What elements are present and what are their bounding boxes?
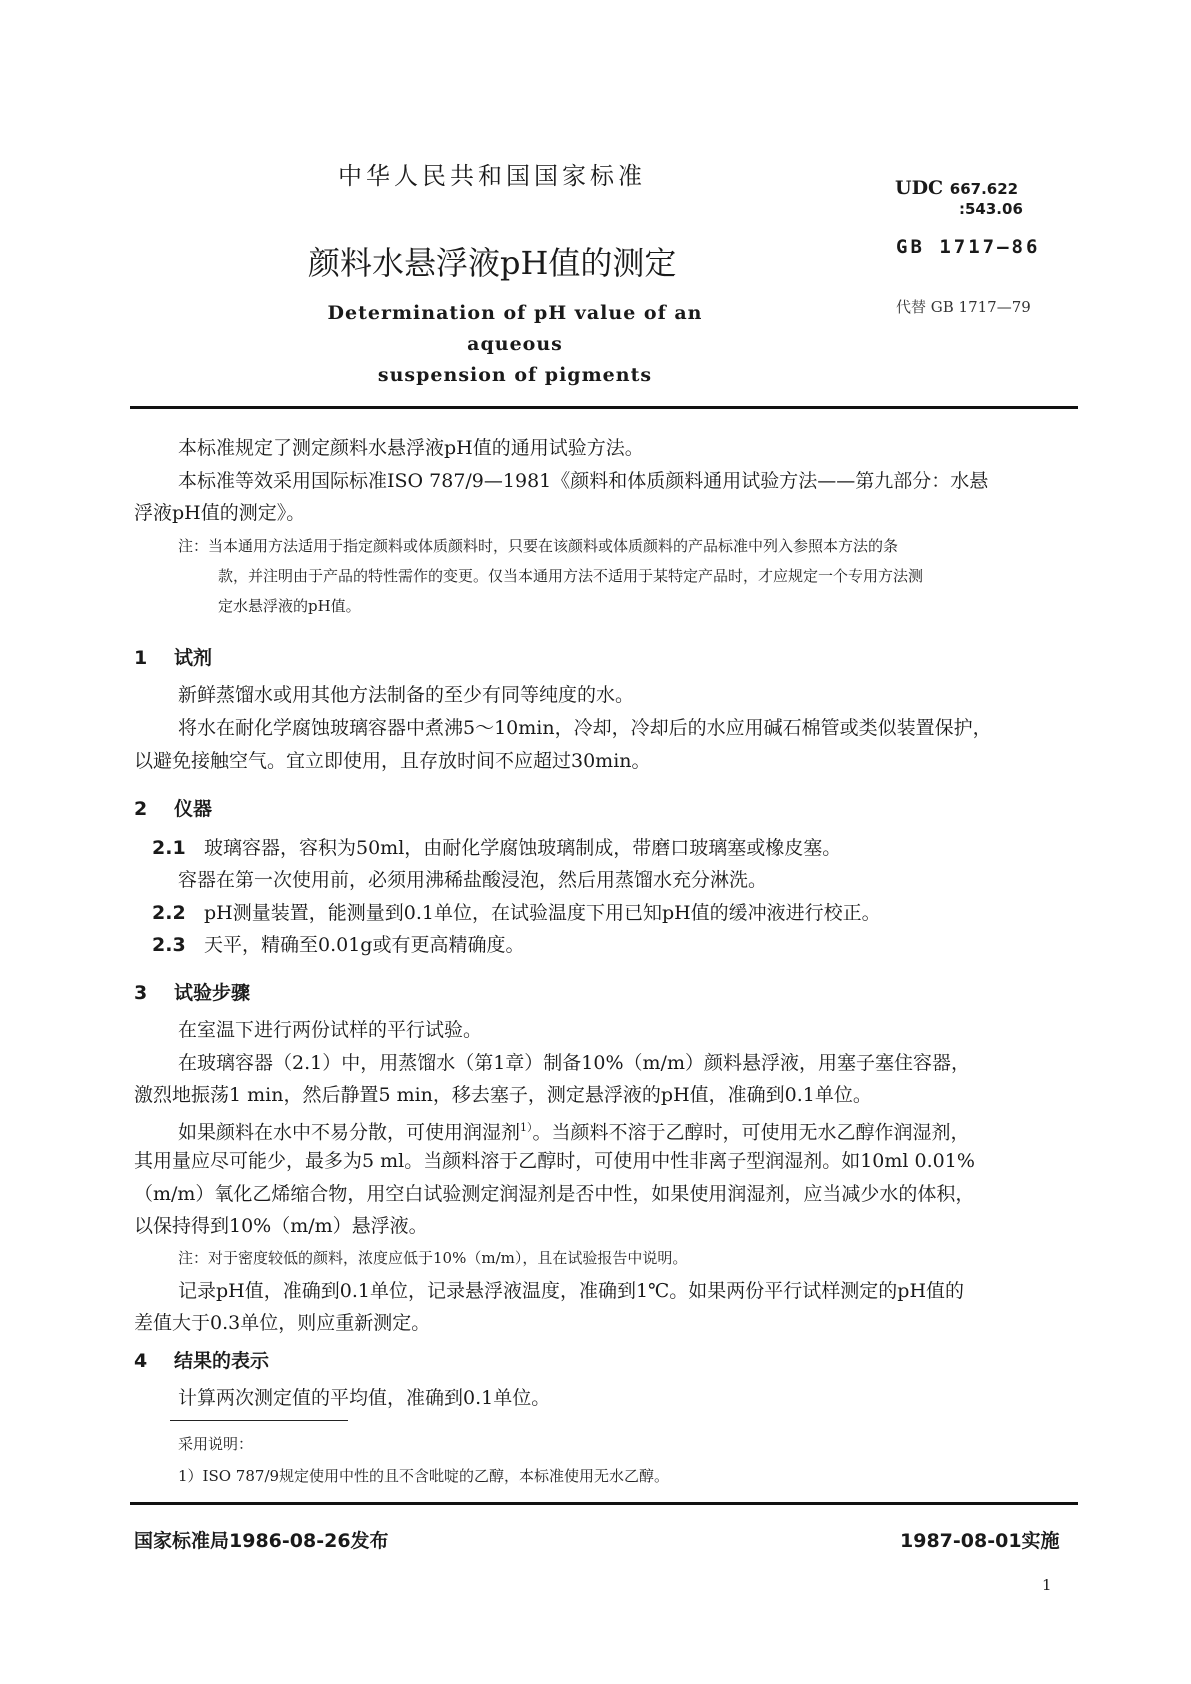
- section-1-title: 试剂: [174, 647, 213, 669]
- intro-note-line-2: 款，并注明由于产品的特性需作的变更。仅当本通用方法不适用于某特定产品时，才应规定一个专用方法测: [218, 567, 924, 585]
- section-3-heading: [134, 978, 250, 1005]
- standard-category-title: 中华人民共和国国家标准: [338, 162, 646, 190]
- effective-date: 1987-08-01实施: [900, 1530, 1060, 1552]
- section-4-title: 结果的表示: [174, 1350, 270, 1372]
- issue-date: 国家标准局1986-08-26发布: [134, 1530, 389, 1552]
- udc-code-1: 667.622: [949, 180, 1019, 198]
- page-number: 1: [1042, 1576, 1052, 1594]
- english-title-line-2: suspension of pigments: [377, 364, 653, 386]
- intro-paragraph-2-line-1: 本标准等效采用国际标准ISO 787/9—1981《颜料和体质颜料通用试验方法——第九部分：水悬: [178, 470, 989, 492]
- section-2-item-1: [152, 832, 841, 864]
- section-3-paragraph-2-line-2: 激烈地振荡1 min，然后静置5 min，移去塞子，测定悬浮液的pH值，准确到0.1单位。: [134, 1084, 872, 1106]
- item-text: pH测量装置，能测量到0.1单位，在试验温度下用已知pH值的缓冲液进行校正。: [204, 902, 881, 924]
- section-2-heading: [134, 794, 212, 821]
- section-2-title: 仪器: [174, 798, 213, 820]
- section-2-item-2: [152, 897, 881, 929]
- section-3-note: 注：对于密度较低的颜料，浓度应低于10%（m/m），且在试验报告中说明。: [178, 1249, 688, 1267]
- section-3-paragraph-3-line-4: 以保持得到10%（m/m）悬浮液。: [134, 1215, 428, 1237]
- section-3-paragraph-3-line-2: 其用量应尽可能少，最多为5 ml。当颜料溶于乙醇时，可使用中性非离子型润湿剂。如10ml 0.01%: [134, 1150, 975, 1172]
- section-3-paragraph-4-line-1: 记录pH值，准确到0.1单位，记录悬浮液温度，准确到1℃。如果两份平行试样测定的pH值的: [178, 1280, 965, 1302]
- section-3-paragraph-4-line-2: 差值大于0.3单位，则应重新测定。: [134, 1312, 431, 1334]
- intro-note-line-1: 注：当本通用方法适用于指定颜料或体质颜料时，只要在该颜料或体质颜料的产品标准中列入参照本方法的条: [178, 537, 899, 555]
- main-title: 颜料水悬浮液pH值的测定: [308, 244, 677, 282]
- udc-block: [895, 178, 1023, 219]
- footnote-text: 1）ISO 787/9规定使用中性的且不含吡啶的乙醇，本标准使用无水乙醇。: [178, 1467, 670, 1485]
- udc-label: UDC: [895, 177, 944, 199]
- header-divider: [130, 406, 1078, 409]
- udc-code-2: :543.06: [959, 200, 1023, 218]
- item-number: 2.1: [152, 837, 186, 859]
- section-4-number: 4: [134, 1350, 148, 1372]
- section-3-title: 试验步骤: [174, 982, 251, 1004]
- item-number: 2.2: [152, 902, 186, 924]
- footer-divider: [130, 1502, 1078, 1505]
- text-run: 。当颜料不溶于乙醇时，可使用无水乙醇作润湿剂，: [532, 1121, 970, 1144]
- footnote-divider: [170, 1420, 348, 1421]
- section-1-number: 1: [134, 647, 148, 669]
- item-number: 2.3: [152, 934, 186, 956]
- item-text: 玻璃容器，容积为50ml，由耐化学腐蚀玻璃制成，带磨口玻璃塞或橡皮塞。: [204, 837, 842, 859]
- section-1-paragraph-2-line-2: 以避免接触空气。宜立即使用，且存放时间不应超过30min。: [134, 750, 651, 772]
- text-run: 如果颜料在水中不易分散，可使用润湿剂: [178, 1121, 521, 1144]
- section-4-paragraph-1: 计算两次测定值的平均值，准确到0.1单位。: [178, 1387, 551, 1409]
- item-text: 天平，精确至0.01g或有更高精确度。: [204, 934, 525, 956]
- intro-paragraph-1: 本标准规定了测定颜料水悬浮液pH值的通用试验方法。: [178, 437, 644, 459]
- footnote-label: 采用说明：: [178, 1435, 254, 1453]
- footnote-ref-1: 1）: [520, 1121, 533, 1134]
- section-2-item-1-continuation: 容器在第一次使用前，必须用沸稀盐酸浸泡，然后用蒸馏水充分淋洗。: [178, 869, 768, 891]
- english-title-line-1: Determination of pH value of an aqueous: [327, 302, 703, 355]
- section-4-heading: [134, 1346, 269, 1373]
- section-1-paragraph-2-line-1: 将水在耐化学腐蚀玻璃容器中煮沸5～10min，冷却，冷却后的水应用碱石棉管或类似装置保护，: [178, 717, 992, 739]
- english-title: [280, 298, 750, 391]
- section-1-paragraph-1: 新鲜蒸馏水或用其他方法制备的至少有同等纯度的水。: [178, 684, 635, 706]
- section-3-number: 3: [134, 982, 148, 1004]
- section-3-paragraph-1: 在室温下进行两份试样的平行试验。: [178, 1019, 483, 1041]
- replaces-standard: 代替 GB 1717—79: [896, 298, 1031, 316]
- section-2-item-3: [152, 929, 524, 961]
- intro-paragraph-2-line-2: 浮液pH值的测定》。: [134, 502, 306, 524]
- section-3-paragraph-2-line-1: 在玻璃容器（2.1）中，用蒸馏水（第1章）制备10%（m/m）颜料悬浮液，用塞子塞住容器，: [178, 1052, 970, 1074]
- section-3-paragraph-3-line-3: （m/m）氧化乙烯缩合物，用空白试验测定润湿剂是否中性，如果使用润湿剂，应当减少水的体积，: [134, 1183, 975, 1205]
- gb-number: GB 1717—86: [896, 236, 1041, 258]
- section-3-paragraph-3-line-1: [178, 1112, 970, 1148]
- section-2-number: 2: [134, 798, 148, 820]
- intro-note-line-3: 定水悬浮液的pH值。: [218, 597, 361, 615]
- section-1-heading: [134, 643, 212, 670]
